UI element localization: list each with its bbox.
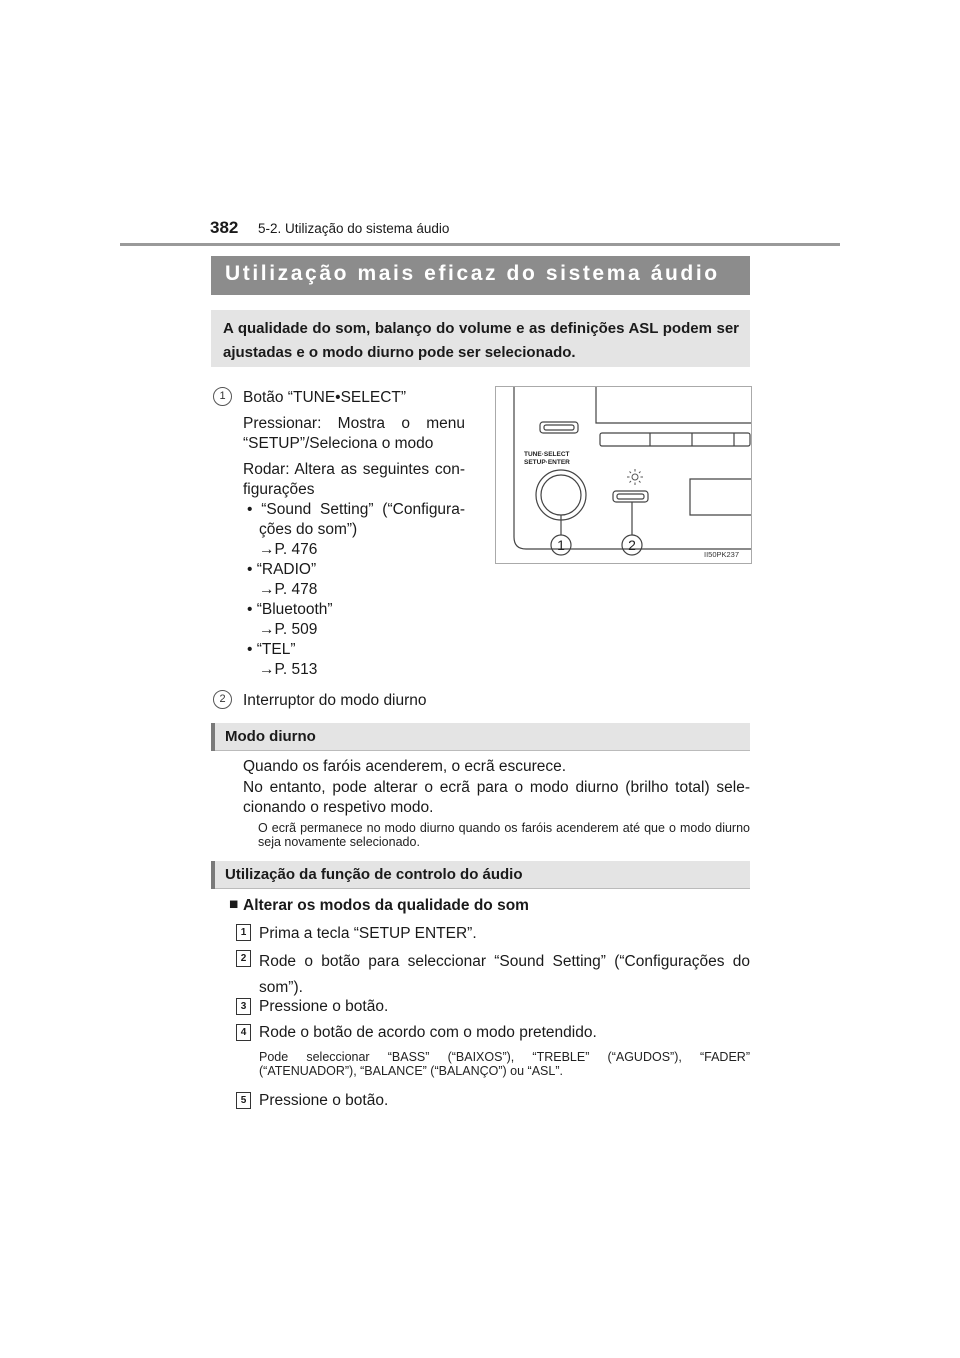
callout-2: 2 bbox=[628, 537, 636, 553]
page-title: Utilização mais eficaz do sistema áudio bbox=[225, 262, 720, 285]
section-label: 5-2. Utilização do sistema áudio bbox=[258, 221, 450, 236]
day-mode-note: O ecrã permanece no modo diurno quando os faróis acenderem até que o modo diurno seja novamente selecionado. bbox=[258, 821, 750, 849]
audio-control-heading: Utilização da função de controlo do áudio bbox=[225, 866, 523, 883]
audio-panel-illustration bbox=[495, 386, 752, 564]
step-4-number: 4 bbox=[236, 1024, 251, 1041]
step-2-text: Rode o botão para seleccionar “Sound Setting” (“Configurações do som”). bbox=[259, 953, 750, 996]
option-radio-ref: →P. 478 bbox=[259, 581, 318, 598]
option-sound-setting: • “Sound Setting” (“Configura-ções do som”) bbox=[247, 501, 465, 538]
step-2-number: 2 bbox=[236, 950, 251, 967]
callout-1: 1 bbox=[557, 537, 565, 553]
figure-code: II50PK237 bbox=[704, 550, 740, 559]
sound-quality-subheading: Alterar os modos da qualidade do som bbox=[243, 897, 529, 914]
option-radio: • “RADIO” bbox=[247, 561, 317, 578]
option-sound-setting-ref: →P. 476 bbox=[259, 541, 318, 558]
intro-text: A qualidade do som, balanço do volume e as definições ASL podem ser ajustadas e o modo diurno pode ser selecionado. bbox=[223, 320, 739, 361]
step-3-text: Pressione o botão. bbox=[259, 998, 389, 1015]
item-1-description bbox=[243, 388, 465, 680]
knob-label-2: SETUP·ENTER bbox=[524, 459, 570, 466]
knob-label-1: TUNE·SELECT bbox=[524, 451, 570, 458]
title-bar bbox=[211, 256, 750, 295]
item-1-title: Botão “TUNE•SELECT” bbox=[243, 389, 407, 406]
day-mode-para-2: No entanto, pode alterar o ecrã para o modo diurno (brilho total) sele-cionando o respetivo modo. bbox=[243, 779, 750, 816]
step-5-text: Pressione o botão. bbox=[259, 1092, 389, 1109]
item-1-press: Pressionar: Mostra o menu “SETUP”/Seleciona o modo bbox=[243, 415, 465, 452]
item-2-number-icon: 2 bbox=[213, 690, 232, 709]
day-mode-para-1: Quando os faróis acenderem, o ecrã escurece. bbox=[243, 758, 567, 775]
step-1-number: 1 bbox=[236, 924, 251, 941]
header-rule bbox=[120, 243, 840, 246]
step-3-number: 3 bbox=[236, 998, 251, 1015]
page-number: 382 bbox=[210, 218, 239, 237]
audio-control-heading-bar bbox=[211, 861, 750, 889]
intro-box bbox=[211, 310, 750, 367]
heading-accent bbox=[211, 861, 215, 889]
step-1-text: Prima a tecla “SETUP ENTER”. bbox=[259, 925, 477, 942]
step-4-text: Rode o botão de acordo com o modo pretendido. bbox=[259, 1024, 597, 1041]
heading-accent bbox=[211, 723, 215, 751]
option-tel-ref: →P. 513 bbox=[259, 661, 318, 678]
subheading-marker: ■ bbox=[229, 896, 239, 913]
option-tel: • “TEL” bbox=[247, 641, 296, 658]
day-mode-heading-bar bbox=[211, 723, 750, 751]
step-5-number: 5 bbox=[236, 1092, 251, 1109]
option-bluetooth-ref: →P. 509 bbox=[259, 621, 318, 638]
item-2-title: Interruptor do modo diurno bbox=[243, 692, 427, 709]
audio-panel-drawing bbox=[496, 387, 751, 563]
day-mode-heading: Modo diurno bbox=[225, 728, 316, 745]
step-4-note: Pode seleccionar “BASS” (“BAIXOS”), “TREBLE” (“AGUDOS”), “FADER” (“ATENUADOR”), “BALANCE” (“BALANÇO”) ou “ASL”. bbox=[259, 1050, 750, 1078]
option-bluetooth: • “Bluetooth” bbox=[247, 601, 333, 618]
item-1-rotate: Rodar: Altera as seguintes con-figurações bbox=[243, 461, 465, 498]
item-1-number-icon: 1 bbox=[213, 387, 232, 406]
